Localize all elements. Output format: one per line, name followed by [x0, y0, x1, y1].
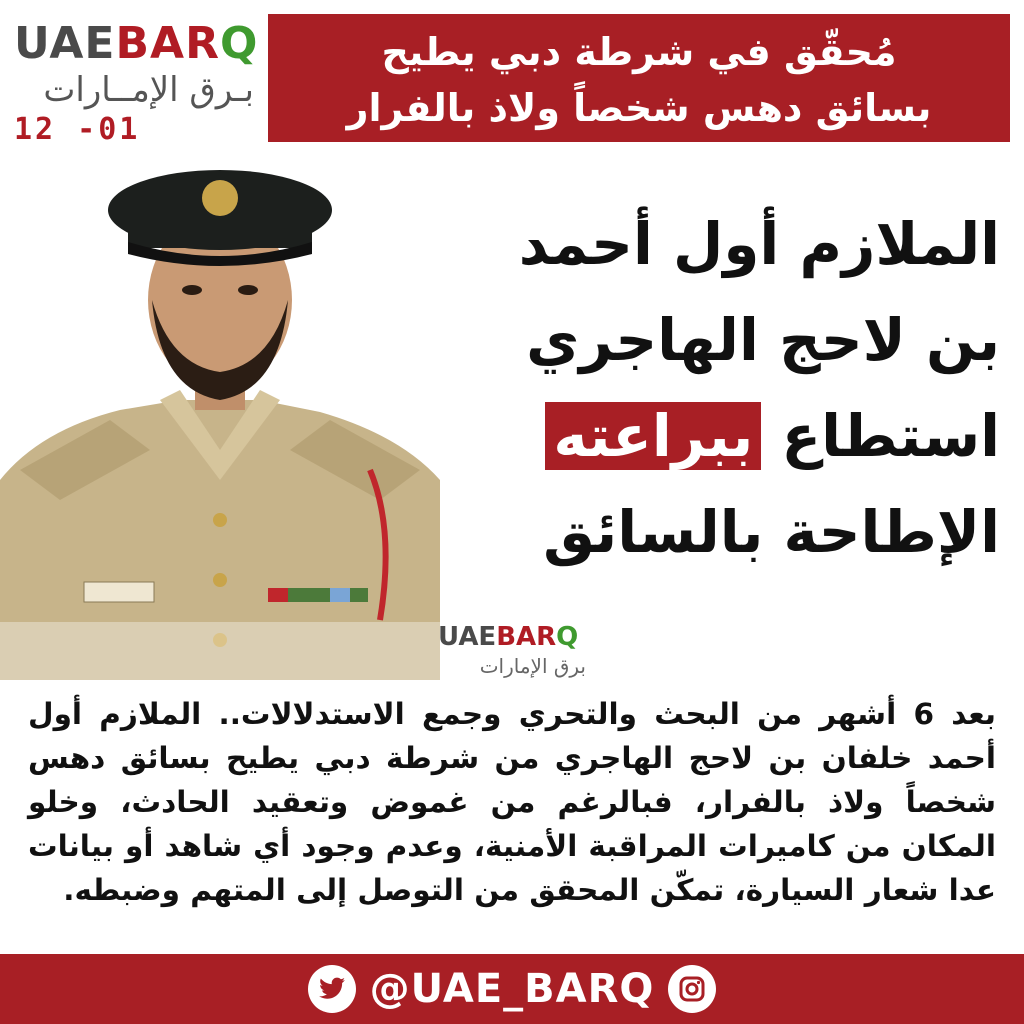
title-line-3	[440, 388, 1000, 484]
social-handle[interactable]: @UAE_BARQ	[369, 966, 655, 1012]
headline-line-1: مُحقّق في شرطة دبي يطيح	[381, 30, 897, 74]
officer-photo	[0, 150, 440, 680]
headline-line-2: بسائق دهس شخصاً ولاذ بالفرار	[346, 86, 932, 130]
title-line-3-text: استطاع	[781, 402, 1000, 470]
article-paragraph: بعد 6 أشهر من البحث والتحري وجمع الاستدلالات.. الملازم أول أحمد خلفان بن لاحج الهاجري من شرطة دبي يطيح بسائق دهس شخصاً ولاذ بالفرار، فبالرغم من غموض وتعقيد الحادث، وخلو المكان من كاميرات المراقبة الأمنية، وعدم وجود أي شاهد أو بيانات عدا شعار السيارة، تمكّن المحقق من التوصل إلى المتهم وضبطه.	[28, 697, 996, 907]
post-date: 12 -01	[14, 112, 141, 147]
footer-bar	[0, 954, 1024, 1024]
instagram-icon[interactable]	[668, 965, 716, 1013]
brand-arabic-name: بـرق الإمــارات	[43, 70, 254, 110]
watermark-arabic: برق الإمارات	[479, 654, 586, 678]
brand-logo: UAEBARQ	[14, 18, 259, 69]
title-line-2: بن لاحج الهاجري	[526, 306, 1000, 374]
headline-banner	[268, 14, 1010, 142]
main-title	[440, 196, 1000, 580]
title-highlight: ببراعته	[545, 402, 761, 470]
brand-logo-block	[0, 0, 268, 150]
watermark-logo: UAEBARQ برق الإمارات	[438, 622, 586, 678]
twitter-icon[interactable]	[308, 965, 356, 1013]
title-line-1: الملازم أول أحمد	[518, 210, 1000, 278]
title-line-4: الإطاحة بالسائق	[543, 498, 1000, 566]
